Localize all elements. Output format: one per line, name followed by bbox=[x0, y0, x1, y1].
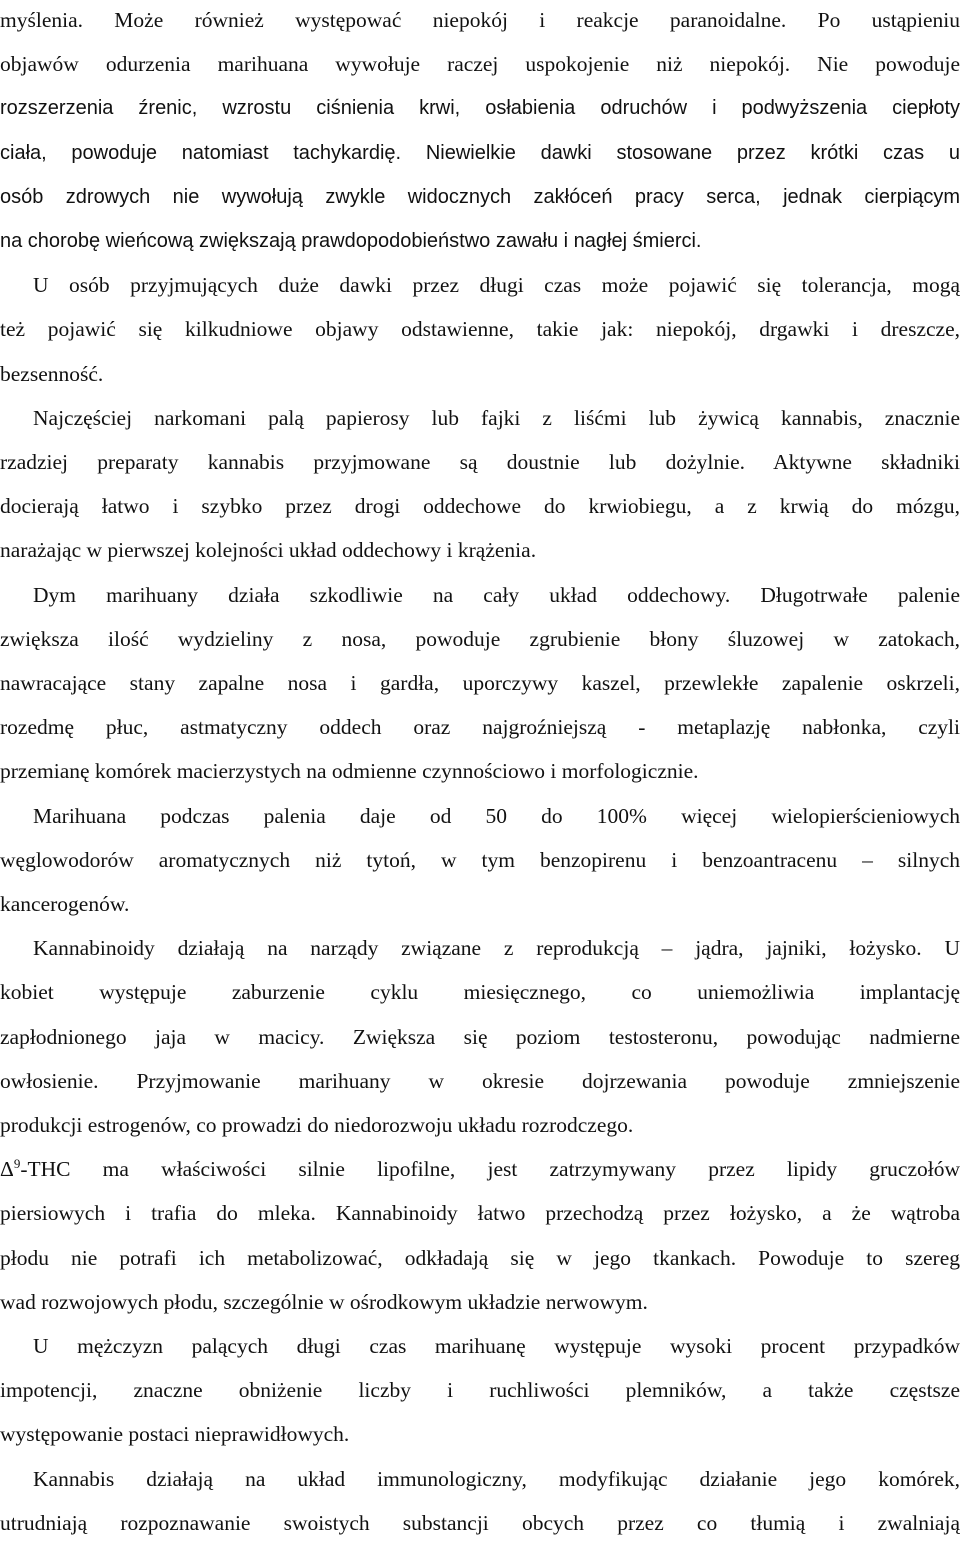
text-line-content: owłosienie. Przyjmowanie marihuany w okresie dojrzewania powoduje zmniejszenie bbox=[0, 1068, 960, 1093]
text-line bbox=[0, 1457, 960, 1501]
text-line bbox=[0, 1368, 960, 1412]
text-line bbox=[0, 86, 960, 130]
text-line-content: kobiet występuje zaburzenie cyklu miesięcznego, co uniemożliwia implantację bbox=[0, 980, 960, 1005]
text-line bbox=[0, 307, 960, 351]
text-line-content: węglowodorów aromatycznych niż tytoń, w tym benzopirenu i benzoantracenu – silnych bbox=[0, 847, 960, 872]
text-line bbox=[0, 219, 960, 263]
text-line bbox=[0, 484, 960, 528]
superscript-number: 9 bbox=[13, 1156, 21, 1172]
text-line bbox=[0, 1103, 960, 1147]
text-line bbox=[0, 1236, 960, 1280]
text-line bbox=[0, 1147, 960, 1191]
text-line-content: piersiowych i trafia do mleka. Kannabinoidy łatwo przechodzą przez łożysko, a że wątroba bbox=[0, 1201, 960, 1226]
text-line bbox=[0, 838, 960, 882]
text-line bbox=[0, 396, 960, 440]
text-line bbox=[0, 352, 960, 396]
text-line-content: też pojawić się kilkudniowe objawy odstawienne, takie jak: niepokój, drgawki i dreszcze, bbox=[0, 317, 960, 342]
text-line-content: bezsenność. bbox=[0, 361, 104, 386]
text-line bbox=[0, 263, 960, 307]
text-line-content: zwiększa ilość wydzieliny z nosa, powoduje zgrubienie błony śluzowej w zatokach, bbox=[0, 626, 960, 651]
text-line bbox=[0, 175, 960, 219]
text-line-content: zapłodnionego jaja w macicy. Zwiększa się poziom testosteronu, powodując nadmierne bbox=[0, 1024, 960, 1049]
text-line bbox=[0, 882, 960, 926]
text-line-content: docierają łatwo i szybko przez drogi oddechowe do krwiobiegu, a z krwią do mózgu, bbox=[0, 494, 960, 519]
text-line-content: kancerogenów. bbox=[0, 892, 130, 916]
text-line-content: na chorobę wieńcową zwiększają prawdopodobieństwo zawału i nagłej śmierci. bbox=[0, 230, 702, 252]
text-line bbox=[0, 661, 960, 705]
text-line-content: rozszerzenia źrenic, wzrostu ciśnienia krwi, osłabienia odruchów i podwyższenia ciepłoty bbox=[0, 97, 960, 120]
text-line bbox=[0, 1501, 960, 1545]
text-line-content: U mężczyzn palących długi czas marihuanę występuje wysoki procent przypadków bbox=[33, 1334, 960, 1358]
text-line bbox=[0, 1280, 960, 1324]
text-line-content: Marihuana podczas palenia daje od 50 do 100% więcej wielopierścieniowych bbox=[33, 803, 960, 828]
text-line bbox=[0, 970, 960, 1014]
text-line-content: występowanie postaci nieprawidłowych. bbox=[0, 1422, 350, 1447]
text-line bbox=[0, 528, 960, 572]
text-line bbox=[0, 926, 960, 970]
text-line-content: produkcji estrogenów, co prowadzi do niedorozwoju układu rozrodczego. bbox=[0, 1113, 634, 1137]
text-line-content: ciała, powoduje natomiast tachykardię. Niewielkie dawki stosowane przez krótki czas u bbox=[0, 141, 960, 164]
text-line bbox=[0, 1191, 960, 1235]
text-line bbox=[0, 749, 960, 793]
text-line-content: rzadziej preparaty kannabis przyjmowane są doustnie lub dożylnie. Aktywne składniki bbox=[0, 450, 960, 474]
text-line-content: rozedmę płuc, astmatyczny oddech oraz najgroźniejszą - metaplazję nabłonka, czyli bbox=[0, 715, 960, 740]
text-line-content: myślenia. Może również występować niepokój i reakcje paranoidalne. Po ustąpieniu bbox=[0, 8, 960, 32]
text-line-content: impotencji, znaczne obniżenie liczby i ruchliwości plemników, a także częstsze bbox=[0, 1378, 960, 1403]
text-line-content: wad rozwojowych płodu, szczególnie w ośrodkowym układzie nerwowym. bbox=[0, 1289, 648, 1314]
text-line-content: osób zdrowych nie wywołują zwykle widocznych zakłóceń pracy serca, jednak cierpiącym bbox=[0, 185, 960, 208]
text-line bbox=[0, 0, 960, 42]
text-line-content: przemianę komórek macierzystych na odmienne czynnościowo i morfologicznie. bbox=[0, 759, 699, 784]
delta-symbol: Δ bbox=[0, 1157, 14, 1182]
text-line bbox=[0, 1059, 960, 1103]
text-line bbox=[0, 1015, 960, 1059]
text-line bbox=[0, 617, 960, 661]
text-line-content: nawracające stany zapalne nosa i gardła, uporczywy kaszel, przewlekłe zapalenie oskrzeli, bbox=[0, 671, 960, 695]
text-line bbox=[0, 1412, 960, 1456]
text-line bbox=[0, 440, 960, 484]
text-line-content: płodu nie potrafi ich metabolizować, odkładają się w jego tkankach. Powoduje to szereg bbox=[0, 1245, 960, 1270]
text-line-content: -THC ma właściwości silnie lipofilne, jest zatrzymywany przez lipidy gruczołów bbox=[20, 1157, 960, 1182]
text-line-content: utrudniają rozpoznawanie swoistych substancji obcych przez co tłumią i zwalniają bbox=[0, 1510, 960, 1535]
text-line-content: objawów odurzenia marihuana wywołuje raczej uspokojenie niż niepokój. Nie powoduje bbox=[0, 52, 960, 77]
text-line-content: Kannabis działają na układ immunologiczny, modyfikując działanie jego komórek, bbox=[33, 1466, 960, 1491]
text-line bbox=[0, 1324, 960, 1368]
text-line-content: Dym marihuany działa szkodliwie na cały układ oddechowy. Długotrwałe palenie bbox=[33, 582, 960, 607]
text-line bbox=[0, 705, 960, 749]
text-line bbox=[0, 573, 960, 617]
text-line bbox=[0, 794, 960, 838]
text-line-content: narażając w pierwszej kolejności układ oddechowy i krążenia. bbox=[0, 538, 537, 563]
text-line-content: U osób przyjmujących duże dawki przez długi czas może pojawić się tolerancja, mogą bbox=[33, 273, 960, 298]
text-line-content: Najczęściej narkomani palą papierosy lub fajki z liśćmi lub żywicą kannabis, znacznie bbox=[33, 405, 960, 430]
text-line bbox=[0, 131, 960, 175]
text-line-content: Kannabinoidy działają na narządy związane z reprodukcją – jądra, jajniki, łożysko. U bbox=[33, 936, 960, 961]
text-line bbox=[0, 42, 960, 86]
